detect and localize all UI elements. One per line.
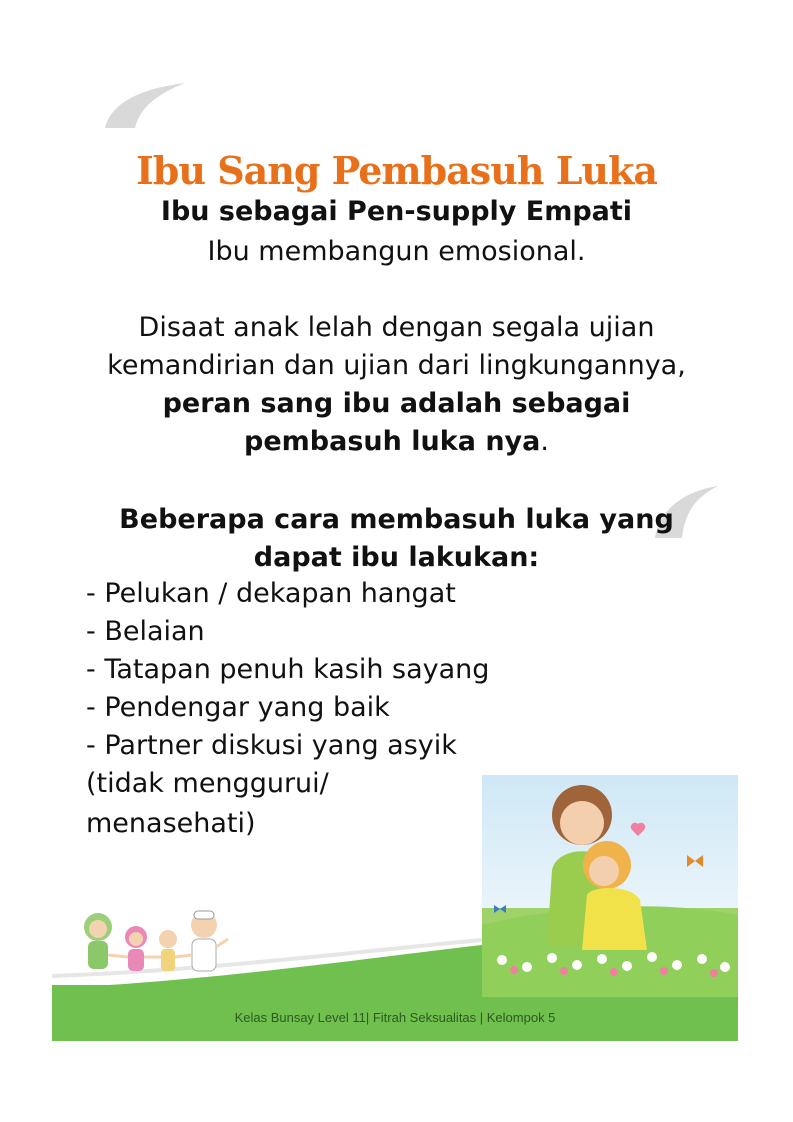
list-item: - Partner diskusi yang asyik	[86, 730, 457, 761]
paragraph-line-2: kemandirian dan ujian dari lingkungannya,	[107, 350, 686, 381]
paragraph-line-3: peran sang ibu adalah sebagai	[162, 388, 631, 419]
footer-text: Kelas Bunsay Level 11| Fitrah Seksualitas | Kelompok 5	[234, 1010, 556, 1025]
children-illustration	[78, 905, 238, 980]
paragraph-line-4-bold: pembasuh luka nya	[244, 426, 541, 457]
paragraph-line-4	[0, 426, 793, 457]
intro-text: Ibu membangun emosional.	[207, 236, 586, 267]
mother-hug-illustration	[482, 775, 738, 997]
paragraph-line-1: Disaat anak lelah dengan segala ujian	[138, 312, 655, 343]
list-item: - Pendengar yang baik	[86, 692, 390, 723]
list-item: - Belaian	[86, 616, 205, 647]
list-item: (tidak menggurui/	[86, 768, 329, 799]
ways-heading-line-2: dapat ibu lakukan:	[253, 542, 540, 573]
list-item: menasehati)	[86, 808, 256, 839]
paragraph-line-4-end: .	[540, 426, 549, 457]
list-item: - Tatapan penuh kasih sayang	[86, 654, 490, 685]
list-item: - Pelukan / dekapan hangat	[86, 578, 456, 609]
grey-swoosh-top-left	[100, 78, 190, 133]
page-subtitle: Ibu sebagai Pen-supply Empati	[160, 196, 633, 227]
ways-heading-line-1: Beberapa cara membasuh luka yang	[119, 504, 674, 535]
page-title: Ibu Sang Pembasuh Luka	[135, 148, 657, 193]
